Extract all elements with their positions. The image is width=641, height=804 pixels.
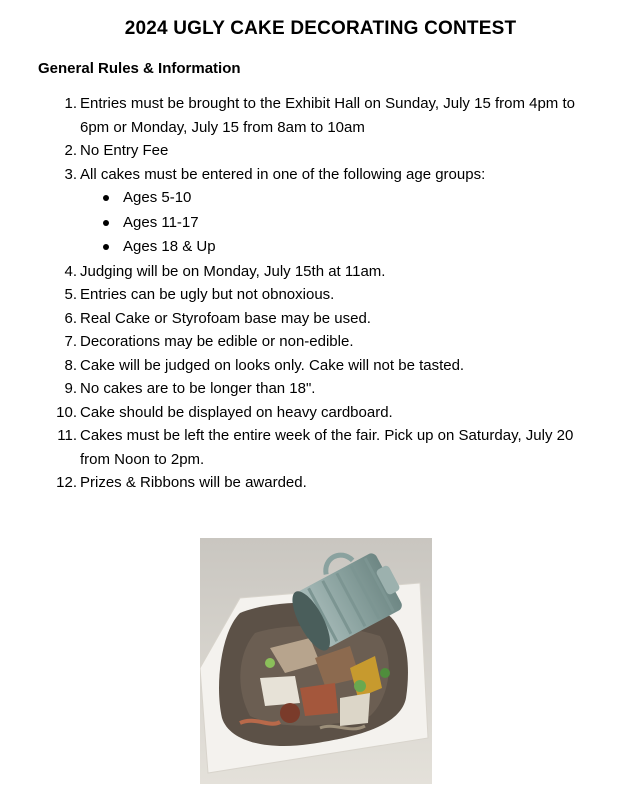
rule-number: 2. (64, 142, 77, 159)
rule-text: Entries can be ugly but not obnoxious. (80, 286, 335, 303)
rule-item-2 (0, 139, 641, 163)
age-group-item (0, 235, 641, 260)
age-group-item (0, 186, 641, 211)
age-group-label: Ages 5-10 (123, 189, 192, 206)
rule-number: 11. (57, 427, 77, 444)
rule-item-12 (0, 471, 641, 495)
rule-text: Real Cake or Styrofoam base may be used. (80, 309, 371, 327)
rule-item-11 (0, 424, 641, 471)
rule-number: 8. (64, 356, 77, 374)
rule-item-8 (0, 354, 641, 378)
rule-number: 3. (64, 165, 77, 183)
rule-number: 1. (64, 95, 77, 112)
rule-item-3 (0, 163, 641, 187)
rule-item-4 (0, 260, 641, 284)
rule-text: Judging will be on Monday, July 15th at 11am. (80, 262, 386, 280)
ugly-cake-photo (200, 538, 432, 784)
bullet-icon (103, 220, 109, 226)
rule-number: 5. (64, 286, 77, 303)
rule-number: 4. (64, 262, 77, 280)
rule-item-9 (0, 377, 641, 401)
rules-list (0, 92, 641, 495)
age-groups (0, 186, 641, 260)
rule-number: 9. (64, 380, 77, 397)
rule-item-5 (0, 283, 641, 307)
rule-text: Cake should be displayed on heavy cardboard. (80, 403, 393, 421)
age-group-label: Ages 18 & Up (123, 238, 216, 255)
rule-text: Cake will be judged on looks only. Cake will not be tasted. (80, 356, 465, 374)
rule-item-1 (0, 92, 641, 139)
age-group-item (0, 211, 641, 236)
section-heading: General Rules & Information (38, 60, 241, 77)
rule-item-7 (0, 330, 641, 354)
page-title: 2024 UGLY CAKE DECORATING CONTEST (124, 18, 517, 39)
rule-number: 10. (56, 403, 77, 421)
rule-number: 12. (56, 474, 77, 491)
rule-number: 7. (64, 333, 77, 350)
rule-text: No Entry Fee (80, 142, 169, 159)
rule-text: Decorations may be edible or non-edible. (80, 333, 354, 350)
rule-text: Cakes must be left the entire week of the fair. Pick up on Saturday, July 20 from Noon to 2pm. (80, 427, 574, 468)
rule-text: All cakes must be entered in one of the following age groups: (80, 165, 486, 183)
rule-text: Entries must be brought to the Exhibit Hall on Sunday, July 15 from 4pm to 6pm or Monday, July 15 from 8am to 10am (80, 95, 575, 136)
age-group-label: Ages 11-17 (123, 213, 199, 231)
rule-number: 6. (64, 309, 77, 327)
bullet-icon (103, 195, 109, 201)
bullet-icon (103, 244, 109, 250)
rule-text: Prizes & Ribbons will be awarded. (80, 474, 307, 491)
trash-can-cake-icon (200, 538, 432, 784)
rule-item-10 (0, 401, 641, 425)
rule-text: No cakes are to be longer than 18". (80, 380, 316, 397)
rule-item-6 (0, 307, 641, 331)
